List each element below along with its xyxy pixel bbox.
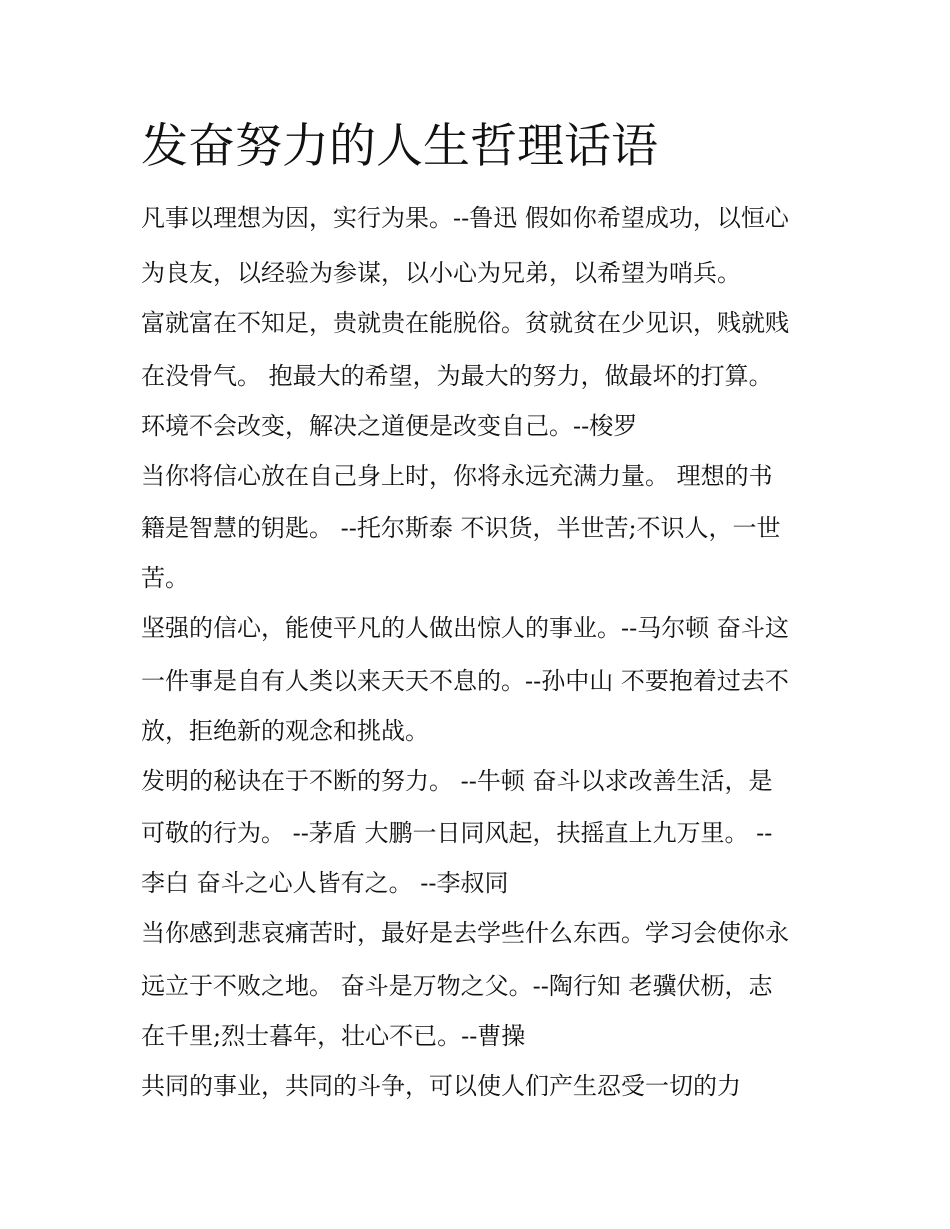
text-line: 李白 奋斗之心人皆有之。 --李叔同 [141, 869, 509, 897]
text-line: 坚强的信心，能使平凡的人做出惊人的事业。--马尔顿 奋斗这 [141, 614, 789, 642]
text-line: 可敬的行为。 --茅盾 大鹏一日同风起，扶摇直上九万里。 -- [141, 819, 773, 847]
text-line: 环境不会改变，解决之道便是改变自己。--梭罗 [141, 412, 638, 440]
text-line: 发明的秘诀在于不断的努力。 --牛顿 奋斗以求改善生活，是 [141, 767, 773, 795]
text-line: 苦。 [141, 564, 189, 592]
text-line: 籍是智慧的钥匙。 --托尔斯泰 不识货，半世苦;不识人，一世 [141, 514, 781, 542]
text-line: 凡事以理想为因，实行为果。--鲁迅 假如你希望成功，以恒心 [141, 204, 789, 232]
text-line: 为良友，以经验为参谋，以小心为兄弟，以希望为哨兵。 [141, 259, 741, 287]
text-line: 当你将信心放在自己身上时，你将永远充满力量。 理想的书 [141, 462, 773, 490]
text-line: 一件事是自有人类以来天天不息的。--孙中山 不要抱着过去不 [141, 667, 789, 695]
document-title: 发奋努力的人生哲理话语 [141, 119, 658, 174]
text-line: 在没骨气。 抱最大的希望，为最大的努力，做最坏的打算。 [141, 362, 773, 390]
text-line: 当你感到悲哀痛苦时，最好是去学些什么东西。学习会使你永 [141, 919, 789, 947]
text-line: 富就富在不知足，贵就贵在能脱俗。贫就贫在少见识，贱就贱 [141, 309, 789, 337]
text-line: 在千里;烈士暮年，壮心不已。--曹操 [141, 1022, 526, 1050]
text-line: 共同的事业，共同的斗争，可以使人们产生忍受一切的力 [141, 1072, 741, 1100]
text-line: 远立于不败之地。 奋斗是万物之父。--陶行知 老骥伏枥，志 [141, 972, 773, 1000]
text-line: 放，拒绝新的观念和挑战。 [141, 717, 429, 745]
